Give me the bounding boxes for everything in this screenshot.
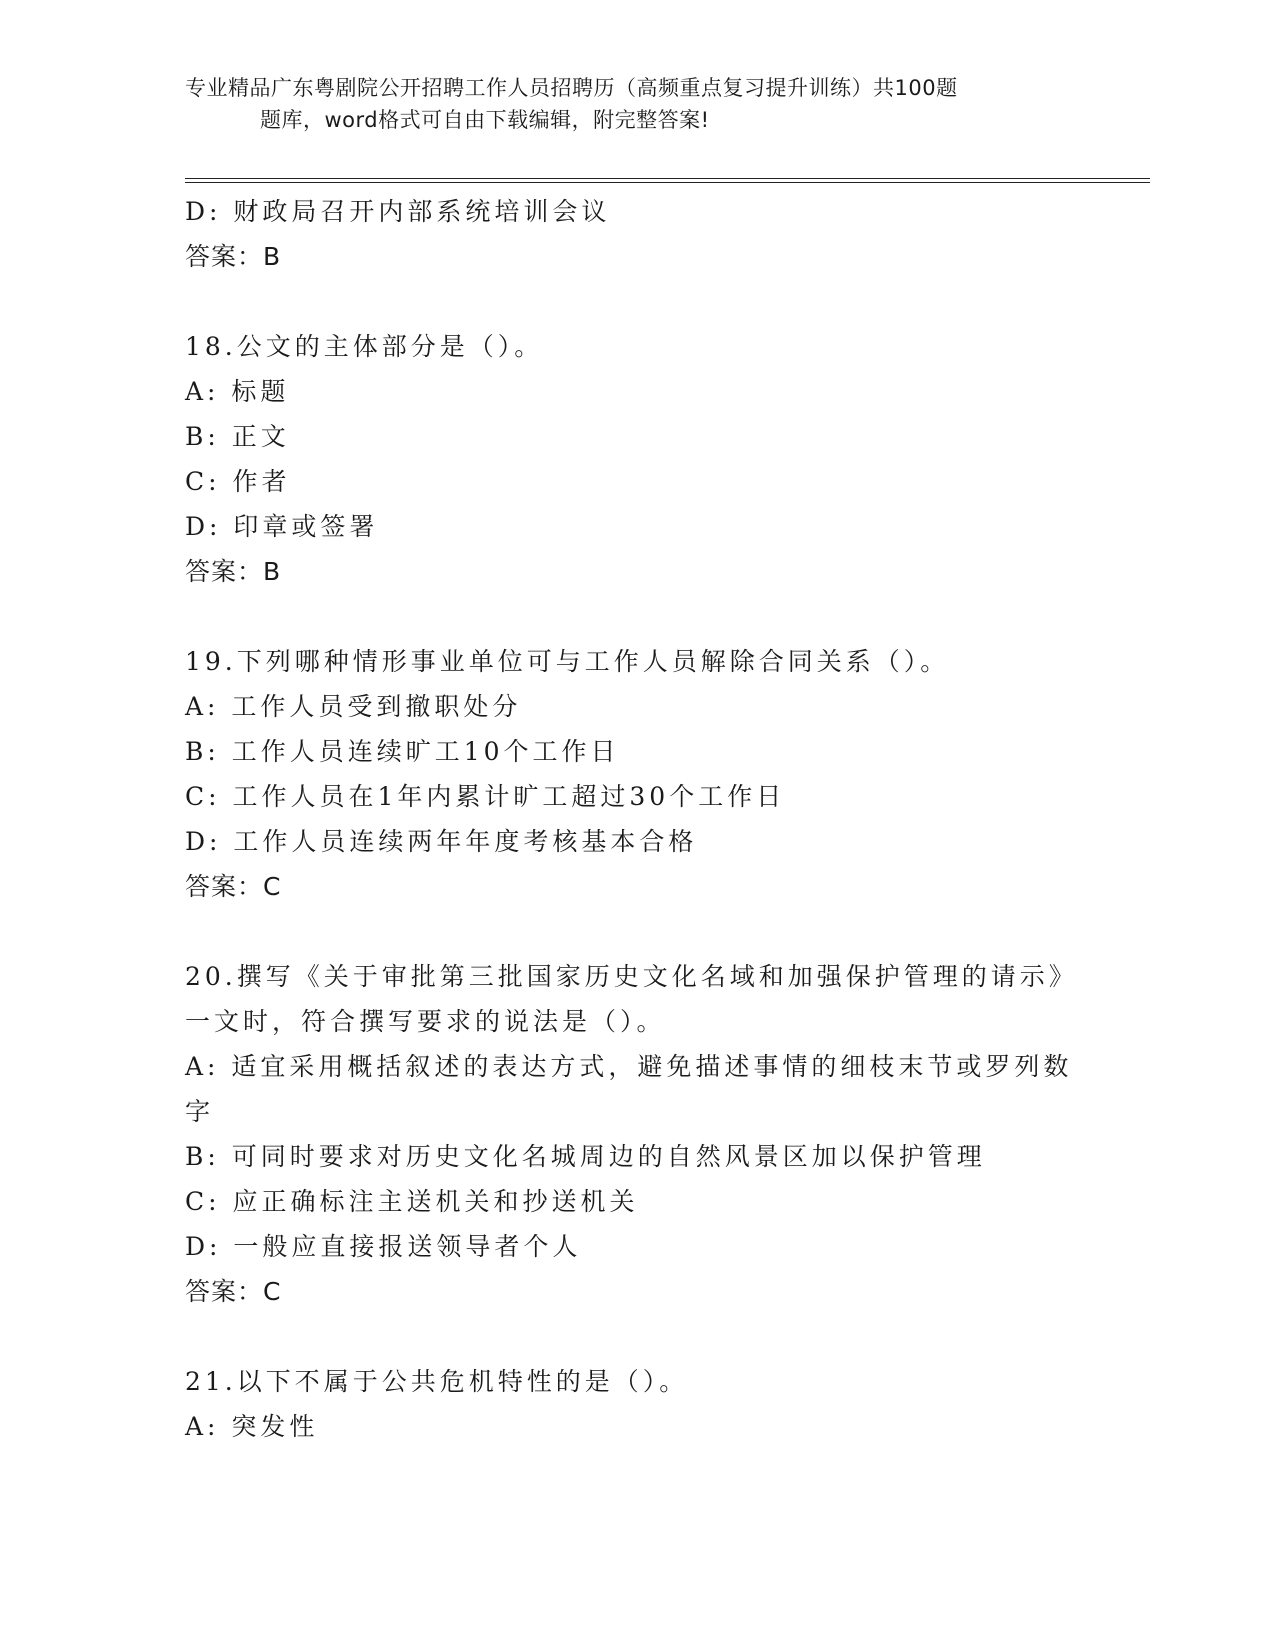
option-d: D: 财政局召开内部系统培训会议	[185, 197, 611, 226]
option-a-line-2: 字	[185, 1097, 215, 1126]
option-c: C: 应正确标注主送机关和抄送机关	[185, 1187, 639, 1216]
option-b: B: 正文	[185, 422, 290, 451]
option-a: A: 标题	[185, 377, 290, 406]
question-stem: 19.下列哪种情形事业单位可与工作人员解除合同关系（）。	[185, 647, 950, 676]
option-a: A: 工作人员受到撤职处分	[185, 692, 522, 721]
question-spacer	[185, 1314, 1085, 1359]
answer-line: 答案：C	[185, 1277, 282, 1306]
question-spacer	[185, 279, 1085, 324]
option-a-line-1: A: 适宜采用概括叙述的表达方式，避免描述事情的细枝末节或罗列数	[185, 1052, 1073, 1081]
question-21	[185, 1359, 1085, 1449]
question-18	[185, 324, 1085, 594]
answer-line: 答案：B	[185, 242, 282, 271]
option-d: D: 印章或签署	[185, 512, 379, 541]
option-b: B: 工作人员连续旷工10个工作日	[185, 737, 620, 766]
question-spacer	[185, 594, 1085, 639]
header-rule-top	[185, 178, 1150, 179]
option-d: D: 工作人员连续两年年度考核基本合格	[185, 827, 698, 856]
option-c: C: 作者	[185, 467, 291, 496]
question-20	[185, 954, 1085, 1314]
option-a: A: 突发性	[185, 1412, 319, 1441]
header-rule-bottom	[185, 182, 1150, 183]
option-c: C: 工作人员在1年内累计旷工超过30个工作日	[185, 782, 786, 811]
answer-line: 答案：C	[185, 872, 282, 901]
question-list	[185, 189, 1085, 1449]
question-spacer	[185, 909, 1085, 954]
header-title-line-2: 题库，word格式可自由下载编辑，附完整答案!	[260, 108, 710, 132]
option-d: D: 一般应直接报送领导者个人	[185, 1232, 582, 1261]
answer-line: 答案：B	[185, 557, 282, 586]
question-stem-line-2: 一文时，符合撰写要求的说法是（）。	[185, 1007, 666, 1036]
question-19	[185, 639, 1085, 909]
question-stem: 18.公文的主体部分是（）。	[185, 332, 544, 361]
previous-question-tail	[185, 189, 1085, 279]
header-title-line-1: 专业精品广东粤剧院公开招聘工作人员招聘历（高频重点复习提升训练）共100题	[185, 76, 958, 100]
question-stem-line-1: 20.撰写《关于审批第三批国家历史文化名域和加强保护管理的请示》	[185, 962, 1078, 991]
page-header	[185, 72, 1085, 136]
option-b: B: 可同时要求对历史文化名城周边的自然风景区加以保护管理	[185, 1142, 986, 1171]
question-stem: 21.以下不属于公共危机特性的是（）。	[185, 1367, 689, 1396]
